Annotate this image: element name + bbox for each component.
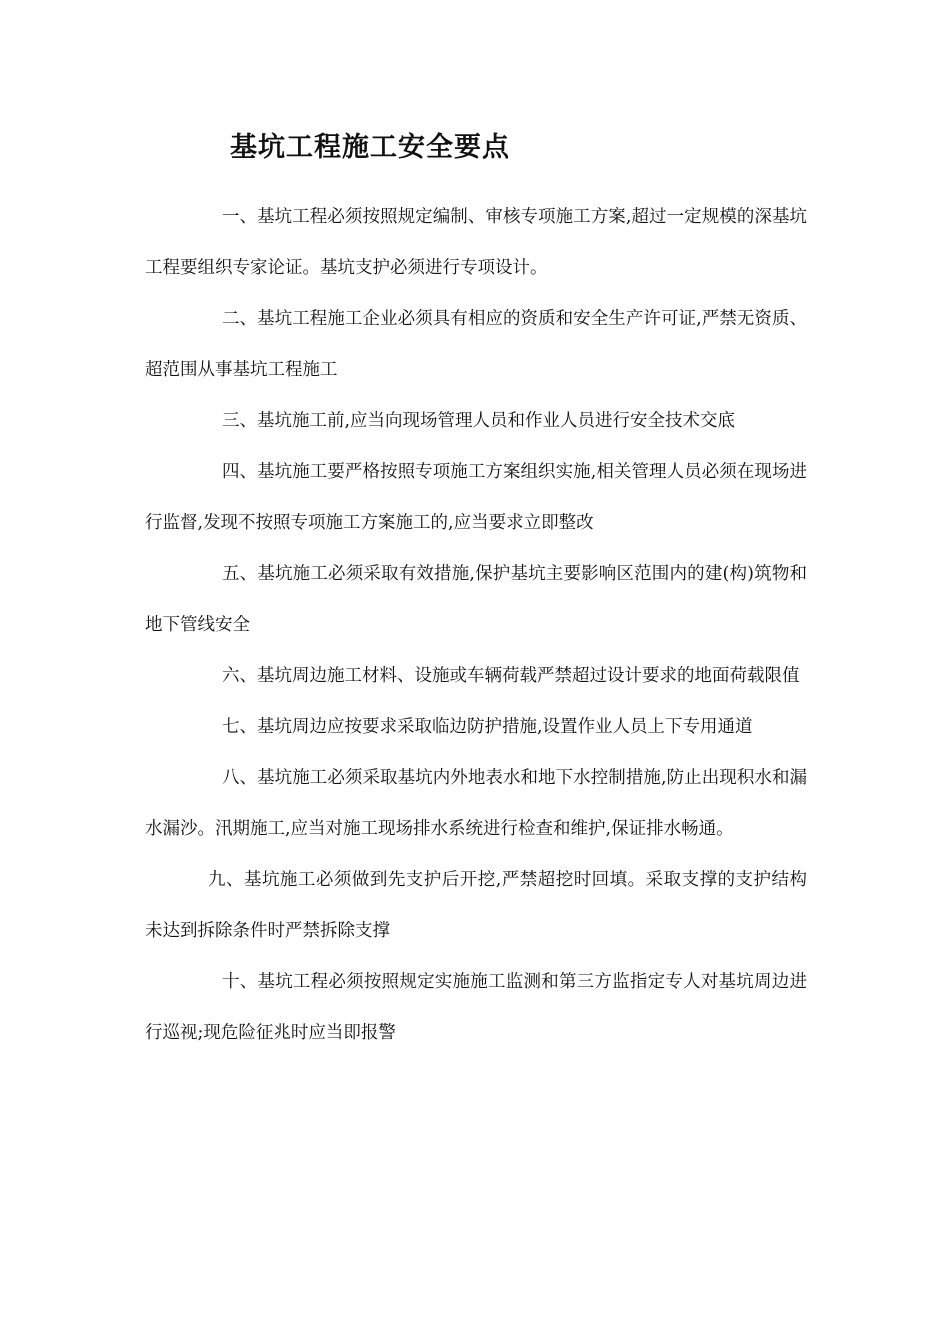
paragraph-8: 八、基坑施工必须采取基坑内外地表水和地下水控制措施,防止出现积水和漏水漏沙。汛期施工,应当对施工现场排水系统进行检查和维护,保证排水畅通。 (145, 768, 807, 839)
paragraph-2: 二、基坑工程施工企业必须具有相应的资质和安全生产许可证,严禁无资质、超范围从事基坑工程施工 (145, 309, 807, 380)
paragraph-10: 十、基坑工程必须按照规定实施施工监测和第三方监指定专人对基坑周边进行巡视;现危险征兆时应当即报警 (145, 972, 807, 1043)
paragraph-9: 九、基坑施工必须做到先支护后开挖,严禁超挖时回填。采取支撑的支护结构未达到拆除条件时严禁拆除支撑 (145, 870, 807, 941)
paragraph-3: 三、基坑施工前,应当向现场管理人员和作业人员进行安全技术交底 (222, 411, 736, 431)
paragraph-6: 六、基坑周边施工材料、设施或车辆荷载严禁超过设计要求的地面荷载限值 (222, 666, 800, 686)
paragraph-1: 一、基坑工程必须按照规定编制、审核专项施工方案,超过一定规模的深基坑工程要组织专家论证。基坑支护必须进行专项设计。 (145, 207, 807, 278)
paragraph-4: 四、基坑施工要严格按照专项施工方案组织实施,相关管理人员必须在现场进行监督,发现不按照专项施工方案施工的,应当要求立即整改 (145, 462, 807, 533)
document-title: 基坑工程施工安全要点 (230, 132, 510, 163)
paragraph-7: 七、基坑周边应按要求采取临边防护措施,设置作业人员上下专用通道 (222, 717, 753, 737)
document-body (145, 192, 807, 1059)
paragraph-5: 五、基坑施工必须采取有效措施,保护基坑主要影响区范围内的建(构)筑物和地下管线安全 (145, 564, 807, 635)
